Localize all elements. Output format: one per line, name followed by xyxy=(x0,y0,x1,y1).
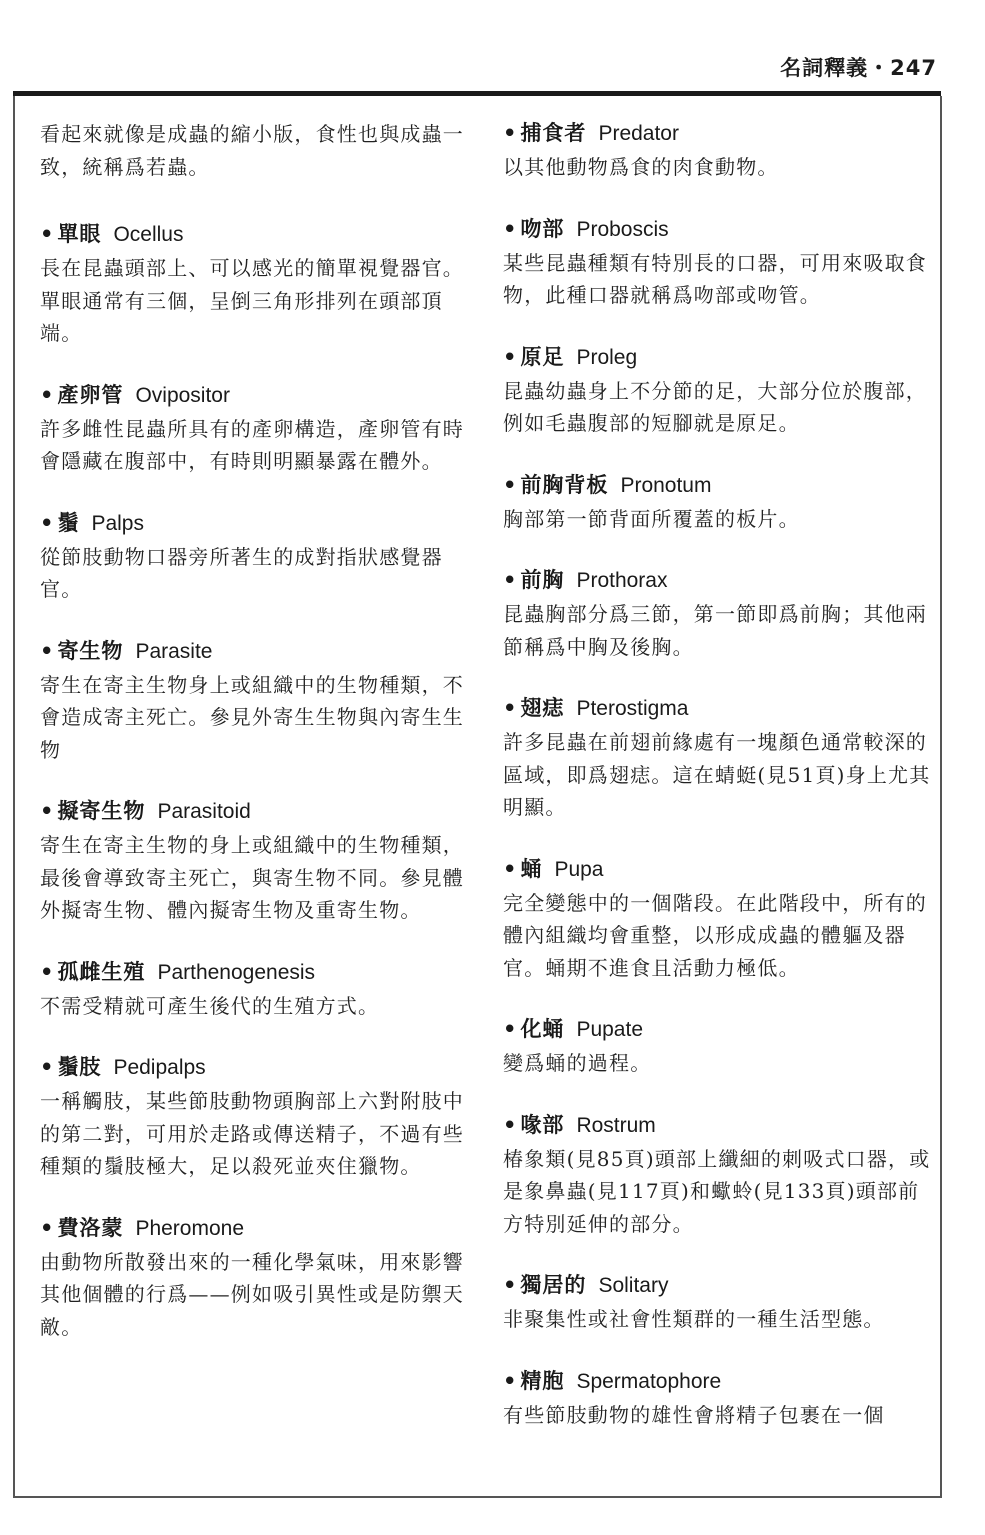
frame-right-border xyxy=(940,96,942,1498)
bullet-icon: • xyxy=(40,382,54,407)
term-english: Pronotum xyxy=(620,473,712,497)
glossary-term xyxy=(503,470,933,501)
bullet-icon: • xyxy=(503,216,517,241)
term-definition: 許多昆蟲在前翅前緣處有一塊顏色通常較深的區域，即爲翅痣。這在蜻蜓(見51頁)身上尤其明顯。 xyxy=(503,730,931,819)
glossary-term xyxy=(40,508,470,539)
term-chinese: 鬚 xyxy=(57,510,80,535)
term-chinese: 化蛹 xyxy=(520,1017,565,1041)
glossary-entry xyxy=(503,1014,933,1080)
glossary-entry xyxy=(503,1270,933,1336)
term-definition: 長在昆蟲頭部上、可以感光的簡單視覺器官。單眼通常有三個，呈倒三角形排列在頭部頂端。 xyxy=(40,256,464,345)
bullet-icon: • xyxy=(40,799,54,823)
left-column xyxy=(40,118,470,1373)
glossary-term xyxy=(40,1213,470,1244)
glossary-term xyxy=(503,1110,933,1141)
bullet-icon: • xyxy=(503,1112,517,1137)
term-english: Proleg xyxy=(576,345,638,369)
term-chinese: 原足 xyxy=(520,344,565,369)
term-definition: 椿象類(見85頁)頭部上纖細的刺吸式口器，或是象鼻蟲(見117頁)和蠍蛉(見133頁)頭部前方特別延伸的部分。 xyxy=(503,1146,931,1236)
frame-left-border xyxy=(13,96,15,1498)
glossary-term xyxy=(40,957,470,988)
glossary-entry xyxy=(40,508,470,606)
term-definition: 一稱觸肢，某些節肢動物頭胸部上六對附肢中的第二對，可用於走路或傳送精子，不過有些種類的鬚肢極大，足以殺死並夾住獵物。 xyxy=(40,1089,464,1178)
bullet-icon: • xyxy=(503,472,517,497)
bullet-icon: • xyxy=(40,959,54,984)
glossary-entry xyxy=(40,957,470,1023)
term-english: Prothorax xyxy=(576,569,668,592)
glossary-entry xyxy=(503,214,933,312)
term-chinese: 鬚肢 xyxy=(57,1055,102,1079)
term-english: Parasitoid xyxy=(157,800,251,823)
bullet-icon: • xyxy=(40,222,54,246)
bullet-icon: • xyxy=(503,1017,517,1041)
bullet-icon: • xyxy=(40,510,54,535)
glossary-entry xyxy=(40,380,470,478)
term-definition: 完全變態中的一個階段。在此階段中，所有的體內組織均會重整，以形成成蟲的體軀及器官。蛹期不進食且活動力極低。 xyxy=(503,890,927,980)
term-definition: 寄生在寄主生物的身上或組織中的生物種類，最後會導致寄主死亡，與寄生物不同。參見體外擬寄生物、體內擬寄生物及重寄生物。 xyxy=(40,833,464,922)
glossary-term xyxy=(503,342,933,373)
term-definition: 寄生在寄主生物身上或組織中的生物種類，不會造成寄主死亡。參見外寄生生物與內寄生生物 xyxy=(40,672,464,762)
term-chinese: 捕食者 xyxy=(520,121,587,145)
term-english: Ocellus xyxy=(113,223,184,246)
term-chinese: 吻部 xyxy=(520,216,565,241)
glossary-entry xyxy=(40,1213,470,1344)
term-chinese: 擬寄生物 xyxy=(57,799,146,823)
left-entries xyxy=(40,219,470,1343)
term-chinese: 獨居的 xyxy=(520,1273,587,1297)
bullet-icon: • xyxy=(503,344,517,369)
term-definition: 以其他動物爲食的肉食動物。 xyxy=(503,155,779,179)
header-rule xyxy=(13,91,941,96)
bullet-icon: • xyxy=(503,1368,517,1393)
term-english: Pedipalps xyxy=(113,1056,206,1079)
bullet-icon: • xyxy=(40,1215,54,1240)
term-chinese: 前胸背板 xyxy=(520,472,609,497)
term-chinese: 喙部 xyxy=(520,1112,565,1137)
term-english: Pupate xyxy=(576,1018,643,1041)
term-english: Rostrum xyxy=(576,1113,656,1137)
term-definition: 許多雌性昆蟲所具有的產卵構造，產卵管有時會隱藏在腹部中，有時則明顯暴露在體外。 xyxy=(40,416,464,473)
term-english: Ovipositor xyxy=(135,383,230,407)
bullet-icon: • xyxy=(503,568,517,592)
term-english: Solitary xyxy=(598,1274,669,1297)
glossary-entry xyxy=(503,342,933,440)
term-definition: 胸部第一節背面所覆蓋的板片。 xyxy=(503,506,800,531)
glossary-entry xyxy=(40,796,470,927)
glossary-term xyxy=(503,693,933,724)
continuation-text: 看起來就像是成蟲的縮小版，食性也與成蟲一致，統稱爲若蟲。 xyxy=(40,122,464,179)
term-chinese: 前胸 xyxy=(520,568,565,592)
glossary-entry xyxy=(503,565,933,663)
glossary-entry xyxy=(503,470,933,536)
term-definition: 由動物所散發出來的一種化學氣味，用來影響其他個體的行爲——例如吸引異性或是防禦天敵。 xyxy=(40,1249,464,1339)
bullet-icon: • xyxy=(503,856,517,881)
term-chinese: 蛹 xyxy=(520,856,543,881)
bullet-icon: • xyxy=(503,696,517,720)
glossary-entry xyxy=(503,854,933,985)
bullet-icon: • xyxy=(40,638,54,663)
glossary-term xyxy=(40,380,470,411)
term-definition: 有些節肢動物的雄性會將精子包裹在一個 xyxy=(503,1402,885,1427)
glossary-term xyxy=(503,214,933,245)
term-definition: 從節肢動物口器旁所著生的成對指狀感覺器官。 xyxy=(40,544,443,601)
term-chinese: 單眼 xyxy=(57,222,102,246)
right-entries xyxy=(503,118,933,1431)
glossary-term xyxy=(503,118,933,149)
glossary-term xyxy=(40,219,470,250)
glossary-entry xyxy=(503,1110,933,1241)
page-header: 名詞釋義・247 xyxy=(780,56,937,80)
frame-bottom-border xyxy=(13,1496,942,1498)
continuation-entry xyxy=(40,118,470,183)
glossary-term xyxy=(503,1366,933,1397)
term-chinese: 寄生物 xyxy=(57,638,124,663)
term-chinese: 費洛蒙 xyxy=(57,1215,124,1240)
bullet-icon: • xyxy=(40,1055,54,1079)
term-definition: 非聚集性或社會性類群的一種生活型態。 xyxy=(503,1307,885,1331)
term-english: Pheromone xyxy=(135,1216,245,1240)
glossary-term xyxy=(503,1014,933,1045)
bullet-icon: • xyxy=(503,121,517,145)
glossary-term xyxy=(40,1052,470,1083)
glossary-entry xyxy=(40,636,470,767)
term-chinese: 產卵管 xyxy=(57,382,124,407)
term-english: Proboscis xyxy=(576,217,669,241)
term-definition: 某些昆蟲種類有特別長的口器，可用來吸取食物，此種口器就稱爲吻部或吻管。 xyxy=(503,250,927,307)
glossary-term xyxy=(503,854,933,885)
term-english: Parasite xyxy=(135,639,213,663)
term-chinese: 精胞 xyxy=(520,1368,565,1393)
glossary-entry xyxy=(40,219,470,350)
term-english: Pupa xyxy=(554,857,604,881)
term-english: Parthenogenesis xyxy=(157,960,316,984)
glossary-entry xyxy=(503,693,933,824)
glossary-term xyxy=(40,636,470,667)
glossary-entry xyxy=(503,118,933,184)
term-english: Spermatophore xyxy=(576,1369,722,1393)
term-english: Predator xyxy=(598,122,679,145)
glossary-term xyxy=(503,565,933,596)
term-definition: 變爲蛹的過程。 xyxy=(503,1051,652,1075)
bullet-icon: • xyxy=(503,1273,517,1297)
glossary-term xyxy=(503,1270,933,1301)
glossary-entry xyxy=(40,1052,470,1183)
term-chinese: 翅痣 xyxy=(520,696,565,720)
glossary-term xyxy=(40,796,470,827)
term-definition: 昆蟲幼蟲身上不分節的足，大部分位於腹部，例如毛蟲腹部的短腳就是原足。 xyxy=(503,378,927,435)
term-english: Palps xyxy=(91,511,144,535)
term-definition: 昆蟲胸部分爲三節，第一節即爲前胸；其他兩節稱爲中胸及後胸。 xyxy=(503,602,927,659)
right-column xyxy=(503,118,933,1461)
term-definition: 不需受精就可產生後代的生殖方式。 xyxy=(40,993,380,1018)
term-chinese: 孤雌生殖 xyxy=(57,959,146,984)
glossary-entry xyxy=(503,1366,933,1432)
term-english: Pterostigma xyxy=(576,697,689,720)
